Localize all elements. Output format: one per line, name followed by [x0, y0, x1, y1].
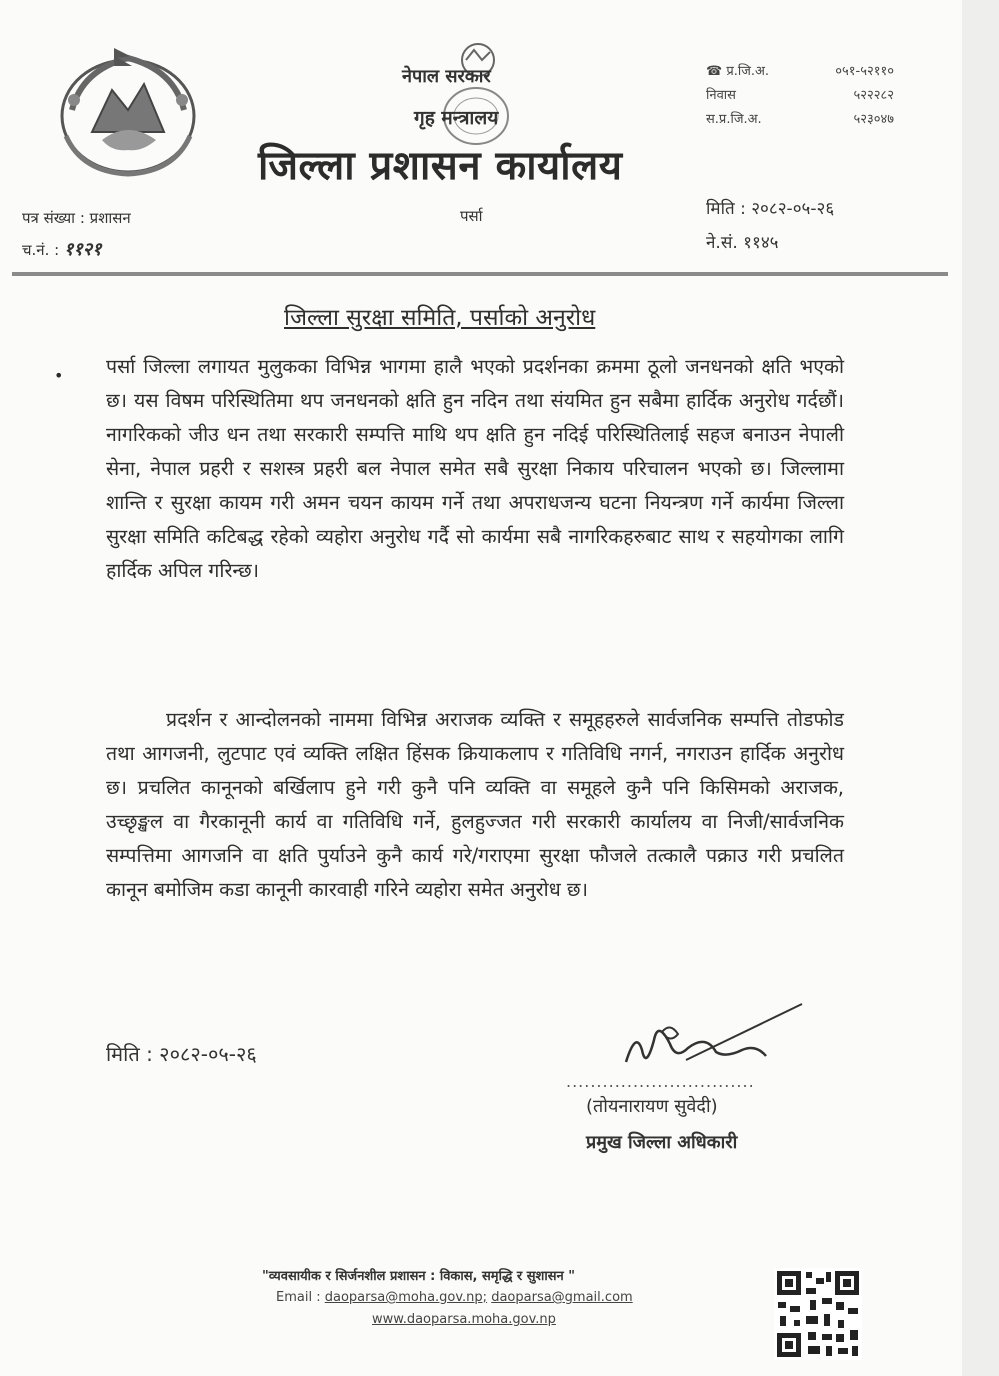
contact-value: ५२२२८२ — [853, 88, 894, 103]
footer-website — [372, 1312, 556, 1327]
body-paragraph-1: पर्सा जिल्ला लगायत मुलुकका विभिन्न भागमा हालै भएको प्रदर्शनका क्रममा ठूलो जनधनको क्षति भएको छ। यस विषम परिस्थितिमा थप जनधनको क्षति हुन नदिन तथा संयमित हुन सबैमा हार्दिक अनुरोध गर्दछौं। नागरिकको जीउ धन तथा सरकारी सम्पत्ति माथि थप क्षति हुन नदिई परिस्थितिलाई सहज बनाउन नेपाली सेना, नेपाल प्रहरी र सशस्त्र प्रहरी बल नेपाल समेत सबै सुरक्षा निकाय परिचालन भएको छ। जिल्लामा शान्ति र सुरक्षा कायम गरी अमन चयन कायम गर्ने तथा अपराधजन्य घटना नियन्त्रण गर्ने कार्यमा जिल्ला सुरक्षा समिति कटिबद्ध रहेको व्यहोरा अनुरोध गर्दै सो कार्यमा सबै नागरिकहरुबाट साथ र सहयोगका लागि हार्दिक अपिल गरिन्छ। — [106, 355, 844, 582]
contact-value: ५२३०४७ — [853, 112, 894, 127]
subject-heading: जिल्ला सुरक्षा समिति, पर्साको अनुरोध — [284, 305, 596, 331]
signatory-name: (तोयनारायण सुवेदी) — [586, 1096, 718, 1117]
header-divider — [12, 272, 948, 276]
patra-sankhya: पत्र संख्या : प्रशासन — [22, 209, 131, 227]
contact-row — [706, 108, 894, 132]
nepal-sambat-year: ने.सं. ११४५ — [706, 233, 779, 253]
chalani-label: च.नं. : — [22, 241, 60, 259]
contact-value: ०५१-५२११० — [835, 64, 894, 79]
signatory-title: प्रमुख जिल्ला अधिकारी — [586, 1132, 738, 1153]
contact-label: स.प्र.जि.अ. — [706, 112, 762, 127]
ministry-name: गृह मन्त्रालय — [414, 107, 499, 129]
website-link[interactable]: www.daoparsa.moha.gov.np — [372, 1312, 556, 1327]
signature-line: ............................... — [566, 1072, 755, 1091]
email-link-moha[interactable]: daoparsa@moha.gov.np; — [324, 1290, 488, 1305]
email-link-gmail[interactable]: daoparsa@gmail.com — [491, 1290, 633, 1305]
contact-label: ☎ प्र.जि.अ. — [706, 64, 770, 79]
government-name: नेपाल सरकार — [402, 66, 491, 87]
reference-block — [22, 202, 131, 266]
footer-email — [276, 1290, 633, 1305]
contact-row — [706, 84, 894, 108]
issue-date: मिति : २०८२-०५-२६ — [706, 199, 835, 219]
qr-code-icon[interactable] — [774, 1268, 862, 1360]
footer-date: मिति : २०८२-०५-२६ — [106, 1042, 257, 1066]
district-name: पर्सा — [460, 207, 483, 225]
bullet-mark: • — [54, 366, 64, 385]
contact-block — [706, 60, 894, 132]
contact-label: निवास — [706, 88, 736, 103]
scan-edge — [962, 0, 999, 1376]
footer-motto: "व्यवसायीक र सिर्जनशील प्रशासन : विकास, समृद्धि र सुशासन " — [262, 1269, 576, 1284]
office-stamp-icon — [440, 38, 510, 148]
chalani-number — [22, 234, 131, 266]
office-title: जिल्ला प्रशासन कार्यालय — [258, 143, 623, 189]
date-block — [706, 192, 834, 260]
email-label: Email : — [276, 1290, 321, 1305]
chalani-value: ११२१ — [64, 239, 102, 260]
nepal-emblem-icon — [52, 40, 204, 178]
contact-row — [706, 60, 894, 84]
body-paragraph-2: प्रदर्शन र आन्दोलनको नाममा विभिन्न अराजक व्यक्ति र समूहहरुले सार्वजनिक सम्पत्ति तोडफोड तथा आगजनी, लुटपाट एवं व्यक्ति लक्षित हिंसक क्रियाकलाप र गतिविधि नगर्न, नगराउन हार्दिक अनुरोध छ। प्रचलित कानूनको बर्खिलाप हुने गरी कुनै पनि व्यक्ति वा समूहले कुनै पनि किसिमको अराजक, उच्छृङ्खल वा गैरकानूनी कार्य वा गतिविधि गर्ने, हुलहुज्जत गरी सरकारी कार्यालय वा निजी/सार्वजनिक सम्पत्तिमा आगजनि वा क्षति पुर्याउने कुनै कार्य गरे/गराएमा सुरक्षा फौजले तत्कालै पक्राउ गरी प्रचलित कानून बमोजिम कडा कानूनी कारवाही गरिने व्यहोरा समेत अनुरोध छ। — [106, 708, 844, 901]
